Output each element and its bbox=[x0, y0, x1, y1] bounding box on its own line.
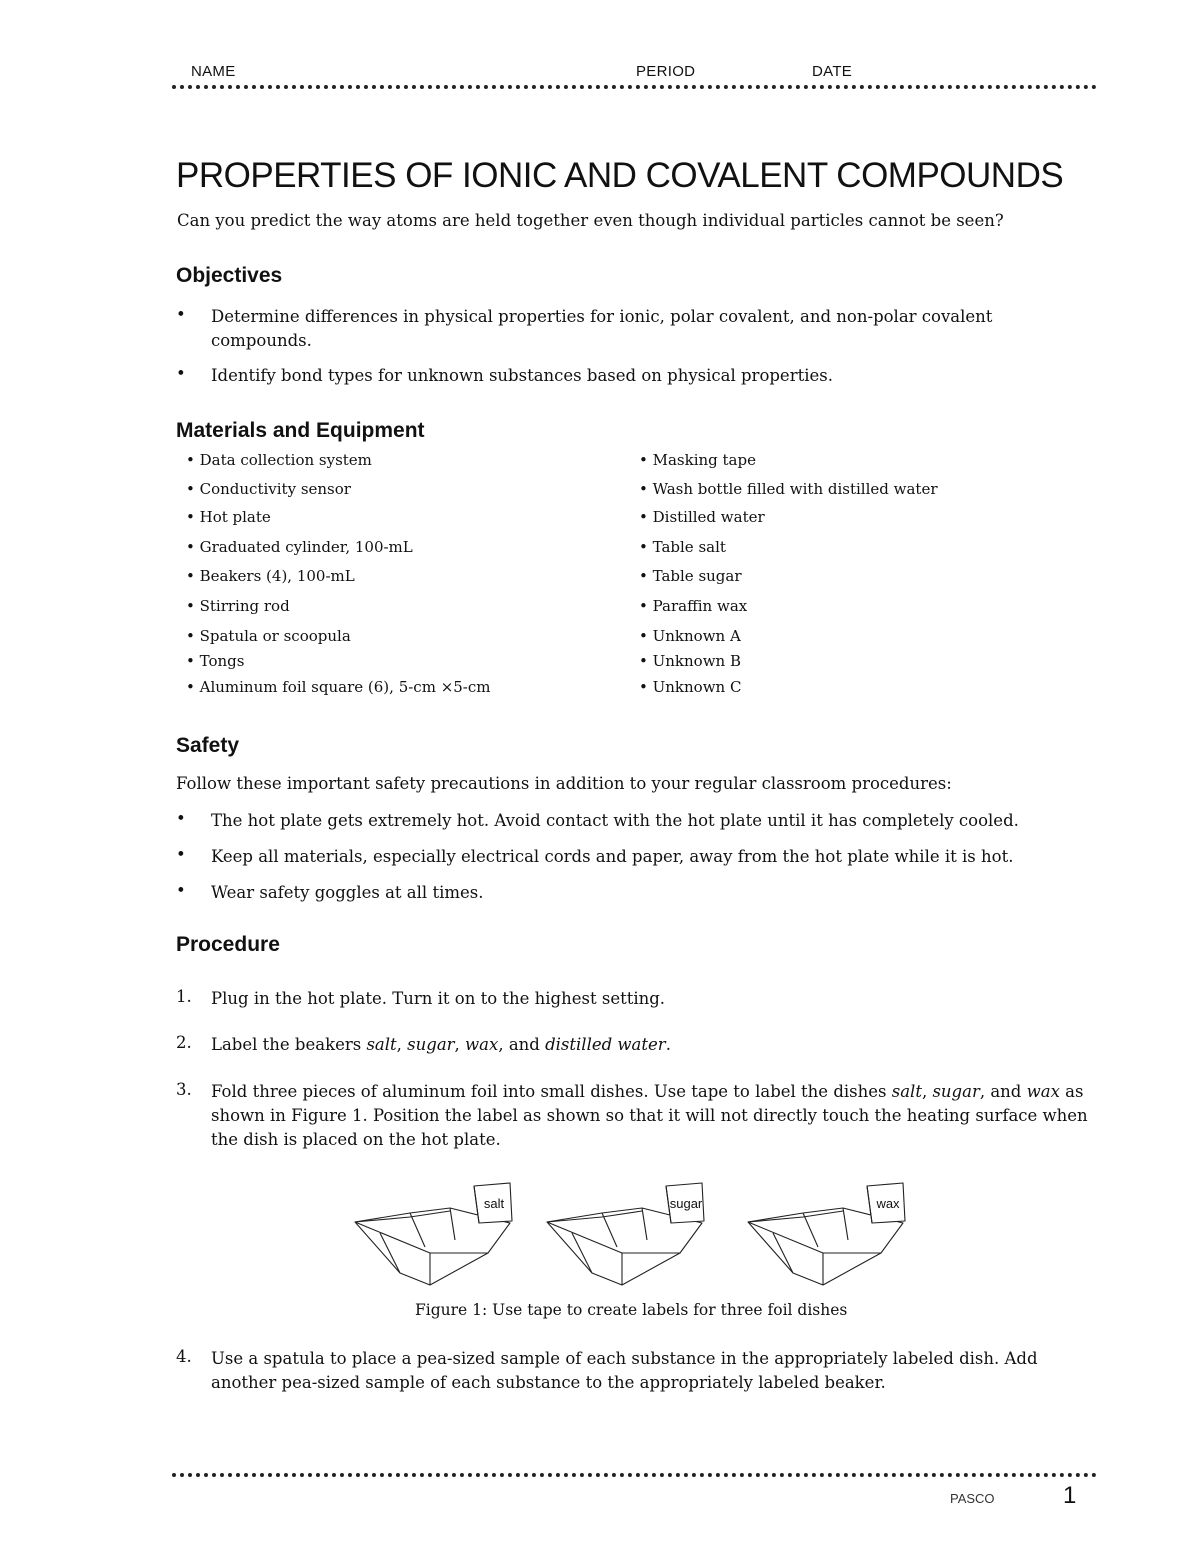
date-label: DATE bbox=[812, 63, 853, 80]
material-item: • Aluminum foil square (6), 5-cm ×5-cm bbox=[186, 678, 491, 696]
material-item: • Masking tape bbox=[639, 451, 756, 469]
header-divider bbox=[172, 85, 1097, 89]
foil-dishes-figure bbox=[340, 1175, 930, 1293]
materials-heading: Materials and Equipment bbox=[176, 419, 425, 442]
page-number: 1 bbox=[1063, 1482, 1077, 1509]
page-subtitle: Can you predict the way atoms are held together even though individual particles cannot be seen? bbox=[177, 211, 1004, 230]
material-item: • Conductivity sensor bbox=[186, 480, 351, 498]
material-item: • Unknown C bbox=[639, 678, 742, 696]
material-item: • Spatula or scoopula bbox=[186, 627, 351, 645]
objectives-heading: Objectives bbox=[176, 264, 283, 287]
footer-brand: PASCO bbox=[950, 1491, 995, 1506]
dish-label-sugar: sugar bbox=[669, 1196, 703, 1211]
bullet-icon: • bbox=[176, 305, 186, 324]
bullet-icon: • bbox=[176, 809, 186, 828]
figure-caption: Figure 1: Use tape to create labels for three foil dishes bbox=[415, 1301, 848, 1319]
dish-label-salt: salt bbox=[483, 1196, 505, 1211]
material-item: • Data collection system bbox=[186, 451, 372, 469]
bullet-icon: • bbox=[176, 364, 186, 383]
material-item: • Table sugar bbox=[639, 567, 742, 585]
material-item: • Paraffin wax bbox=[639, 597, 748, 615]
dish-label-wax: wax bbox=[876, 1196, 900, 1211]
period-label: PERIOD bbox=[636, 63, 696, 80]
name-label: NAME bbox=[191, 63, 236, 80]
material-item: • Wash bottle filled with distilled water bbox=[639, 480, 938, 498]
material-item: • Unknown A bbox=[639, 627, 741, 645]
material-item: • Table salt bbox=[639, 538, 726, 556]
material-item: • Distilled water bbox=[639, 508, 765, 526]
material-item: • Graduated cylinder, 100-mL bbox=[186, 538, 413, 556]
material-item: • Tongs bbox=[186, 652, 245, 670]
material-item: • Stirring rod bbox=[186, 597, 290, 615]
material-item: • Hot plate bbox=[186, 508, 271, 526]
bullet-icon: • bbox=[176, 881, 186, 900]
procedure-heading: Procedure bbox=[176, 933, 280, 956]
footer-divider bbox=[172, 1473, 1097, 1477]
safety-heading: Safety bbox=[176, 734, 240, 757]
bullet-icon: • bbox=[176, 845, 186, 864]
material-item: • Beakers (4), 100-mL bbox=[186, 567, 355, 585]
material-item: • Unknown B bbox=[639, 652, 741, 670]
page-title: PROPERTIES OF IONIC AND COVALENT COMPOUNDS bbox=[176, 156, 1064, 195]
safety-intro: Follow these important safety precautions in addition to your regular classroom procedures: bbox=[176, 774, 952, 793]
